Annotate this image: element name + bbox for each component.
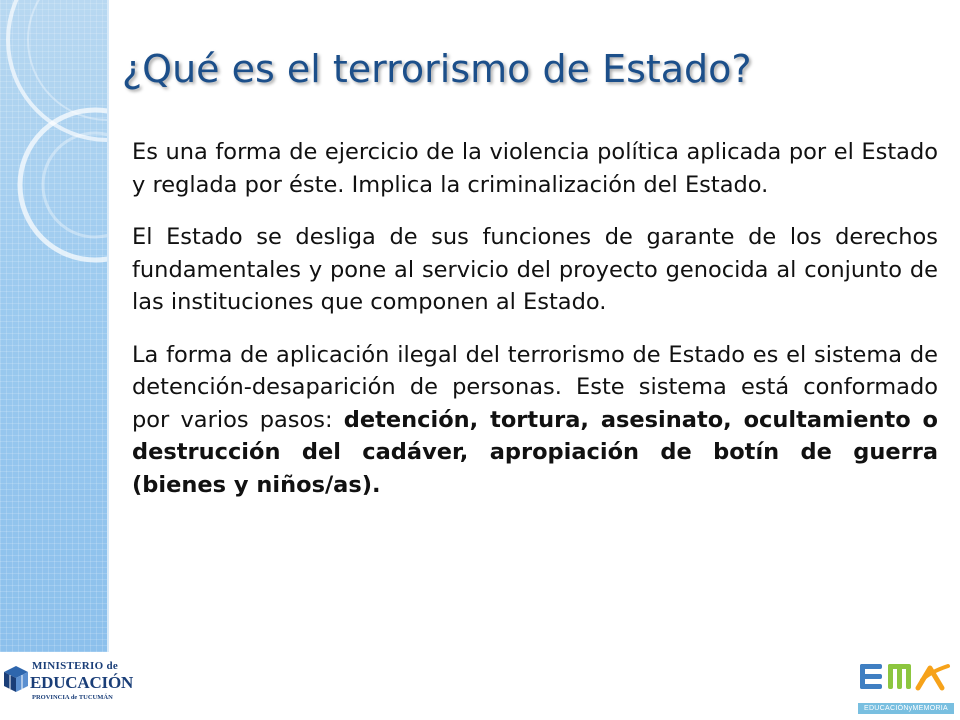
slide-title: ¿Qué es el terrorismo de Estado?	[122, 47, 752, 91]
ministry-logo-line1: MINISTERIO de	[32, 660, 119, 672]
educacion-memoria-logo	[856, 660, 956, 716]
ministry-cube-icon	[2, 664, 30, 694]
ministry-education-logo	[2, 654, 134, 716]
paragraph-illegal-system-text: La forma de aplicación ilegal del terrorismo de Estado es el sistema de detención-desaparición de personas. Este sistema está conformado por varios pasos:	[132, 341, 938, 433]
decorative-side-band	[0, 0, 107, 652]
slide-body	[132, 136, 938, 521]
paragraph-steps-bold: detención, tortura, asesinato, ocultamiento o destrucción del cadáver, apropiación de botín de guerra (bienes y niños/as).	[132, 406, 938, 498]
paragraph-definition: Es una forma de ejercicio de la violencia política aplicada por el Estado y reglada por éste. Implica la criminalización del Estado.	[132, 139, 938, 198]
decorative-circles	[0, 0, 107, 652]
educacion-memoria-mark-icon	[856, 660, 956, 702]
paragraph-state-role: El Estado se desliga de sus funciones de garante de los derechos fundamentales y pone al servicio del proyecto genocida al conjunto de las instituciones que componen al Estado.	[132, 224, 938, 315]
side-band-edge	[107, 0, 109, 652]
educacion-memoria-caption: EDUCACIÓNyMEMORIA	[858, 703, 954, 714]
ministry-logo-line3: PROVINCIA de TUCUMÁN	[32, 694, 113, 701]
paragraph-illegal-system	[132, 339, 938, 502]
ministry-logo-line2: EDUCACIÓN	[30, 673, 134, 692]
